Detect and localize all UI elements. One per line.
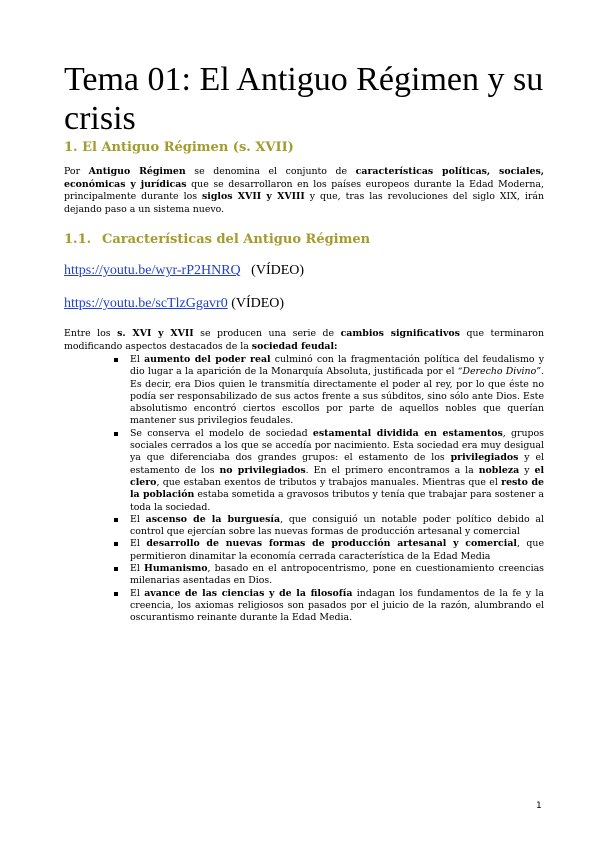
text-run-bold: Humanismo: [144, 563, 208, 575]
page-title: Tema 01: El Antiguo Régimen y su crisis: [64, 61, 544, 137]
changes-intro-paragraph: [64, 328, 544, 353]
text-run: . Es decir, era Dios quien le transmitía directamente el poder al rey, por lo que éste no podía ser responsabilizado de sus actos frente a sus súbditos, sino sólo ante Dios. Este absolutismo encontró ciertos escollos por parte de aquellos nobles que querían mantener sus privilegios feudales.: [130, 366, 544, 427]
section-number: 1.1.: [64, 232, 92, 247]
text-run-bold: no privilegiados: [219, 464, 306, 476]
section-heading-1: 1. El Antiguo Régimen (s. XVII): [64, 140, 294, 155]
bullet-square-icon: [114, 542, 118, 546]
text-run: indagan los fundamentos de la fe y la creencia, los axiomas religiosos son pasados por el juicio de la razón, alumbrando el oscurantismo reinante durante la Edad Media.: [130, 587, 544, 624]
text-run: El: [130, 587, 145, 599]
text-run: El: [130, 538, 147, 550]
section-heading-1-1: [64, 232, 534, 247]
section-label: Características del Antiguo Régimen: [102, 232, 371, 247]
text-run: y que, tras las revoluciones del siglo XIX, irán dejando paso a un sistema nuevo.: [64, 191, 545, 215]
text-run-bold: cambios significativos: [340, 328, 460, 339]
text-run-bold: estamental dividida en estamentos: [312, 427, 503, 439]
text-run: se denomina el conjunto de: [185, 166, 356, 177]
text-run: culminó con la fragmentación política del feudalismo y dio lugar a la aparición de la Monarquía Absoluta, justificada por el: [130, 354, 544, 378]
bullet-square-icon: [114, 432, 118, 436]
list-item: [108, 588, 544, 625]
text-run: , que estaban exentos de tributos y trabajos manuales. Mientras que el: [156, 476, 502, 488]
text-run-bold: privilegiados: [450, 452, 519, 464]
list-item: [108, 354, 544, 428]
text-run: que se desarrollaron en los países europeos durante la Edad Moderna, principalmente durante los: [64, 178, 545, 203]
text-run: , grupos sociales cerrados a los que se accedía por nacimiento. Esta sociedad era muy desigual ya que diferenciaba dos grandes grupos: el estamento de los: [130, 427, 544, 464]
text-run: Se conserva el modelo de sociedad: [130, 427, 313, 439]
bullet-square-icon: [114, 518, 118, 522]
text-run: Por: [64, 166, 89, 177]
text-run-bold: sociedad feudal:: [251, 340, 338, 352]
intro-paragraph: [64, 166, 544, 216]
text-run: y: [519, 464, 535, 476]
text-run: El: [130, 563, 144, 575]
list-item: [108, 538, 544, 563]
text-run-bold: s. XVI y XVII: [117, 328, 194, 339]
text-run: se producen una serie de: [193, 328, 341, 339]
video-link-row-1: [64, 263, 304, 279]
text-run-bold: Antiguo Régimen: [88, 166, 186, 177]
text-run: Entre los: [64, 328, 118, 339]
video-link-2[interactable]: https://youtu.be/scTlzGgavr0: [64, 296, 228, 311]
video-link-1[interactable]: https://youtu.be/wyr-rP2HNRQ: [64, 263, 241, 278]
text-run: y el estamento de los: [130, 452, 544, 476]
text-run-bold: nobleza: [478, 464, 520, 476]
text-run-bold: ascenso de la burguesía: [145, 513, 281, 525]
text-run-bold: el clero: [130, 464, 545, 488]
video-note-2: (VÍDEO): [231, 296, 285, 311]
text-run-bold: avance de las ciencias y de la filosofía: [144, 587, 353, 599]
text-run: estaba sometida a gravosos tributos y tenía que trabajar para sostener a toda la sociedad.: [130, 489, 544, 513]
text-run-bold: aumento del poder real: [144, 354, 271, 365]
text-run-italic: “Derecho Divino”: [457, 366, 542, 378]
bullet-square-icon: [114, 358, 118, 362]
text-run-bold: siglos XVII y XVIII: [202, 191, 305, 203]
text-run: que terminaron modificando aspectos destacados de la: [64, 328, 544, 352]
text-run: . En el primero encontramos a la: [305, 464, 479, 476]
text-run: , que consiguió un notable poder político debido al control que ejercían sobre las nuevas formas de producción artesanal y comercial: [130, 513, 544, 538]
list-item: [108, 428, 544, 514]
page-number: 1: [536, 801, 542, 811]
text-run-bold: desarrollo de nuevas formas de producción artesanal y comercial: [146, 538, 517, 550]
text-run: , basado en el antropocentrismo, pone en cuestionamiento creencias milenarias asentadas en Dios.: [130, 563, 544, 587]
bullet-square-icon: [114, 567, 118, 571]
text-run: El: [130, 513, 146, 525]
list-item: [108, 563, 544, 588]
text-run: El: [130, 354, 145, 365]
list-item: [108, 514, 544, 539]
text-run: , que permitieron dinamitar la economía cerrada característica de la Edad Media: [130, 538, 544, 562]
changes-bullet-list: [108, 354, 544, 625]
video-note-1: (VÍDEO): [251, 263, 305, 278]
text-run-bold: resto de la población: [130, 476, 544, 501]
bullet-square-icon: [114, 592, 118, 596]
text-run-bold: características políticas, sociales, económicas y jurídicas: [64, 166, 544, 190]
video-link-row-2: [64, 296, 284, 312]
